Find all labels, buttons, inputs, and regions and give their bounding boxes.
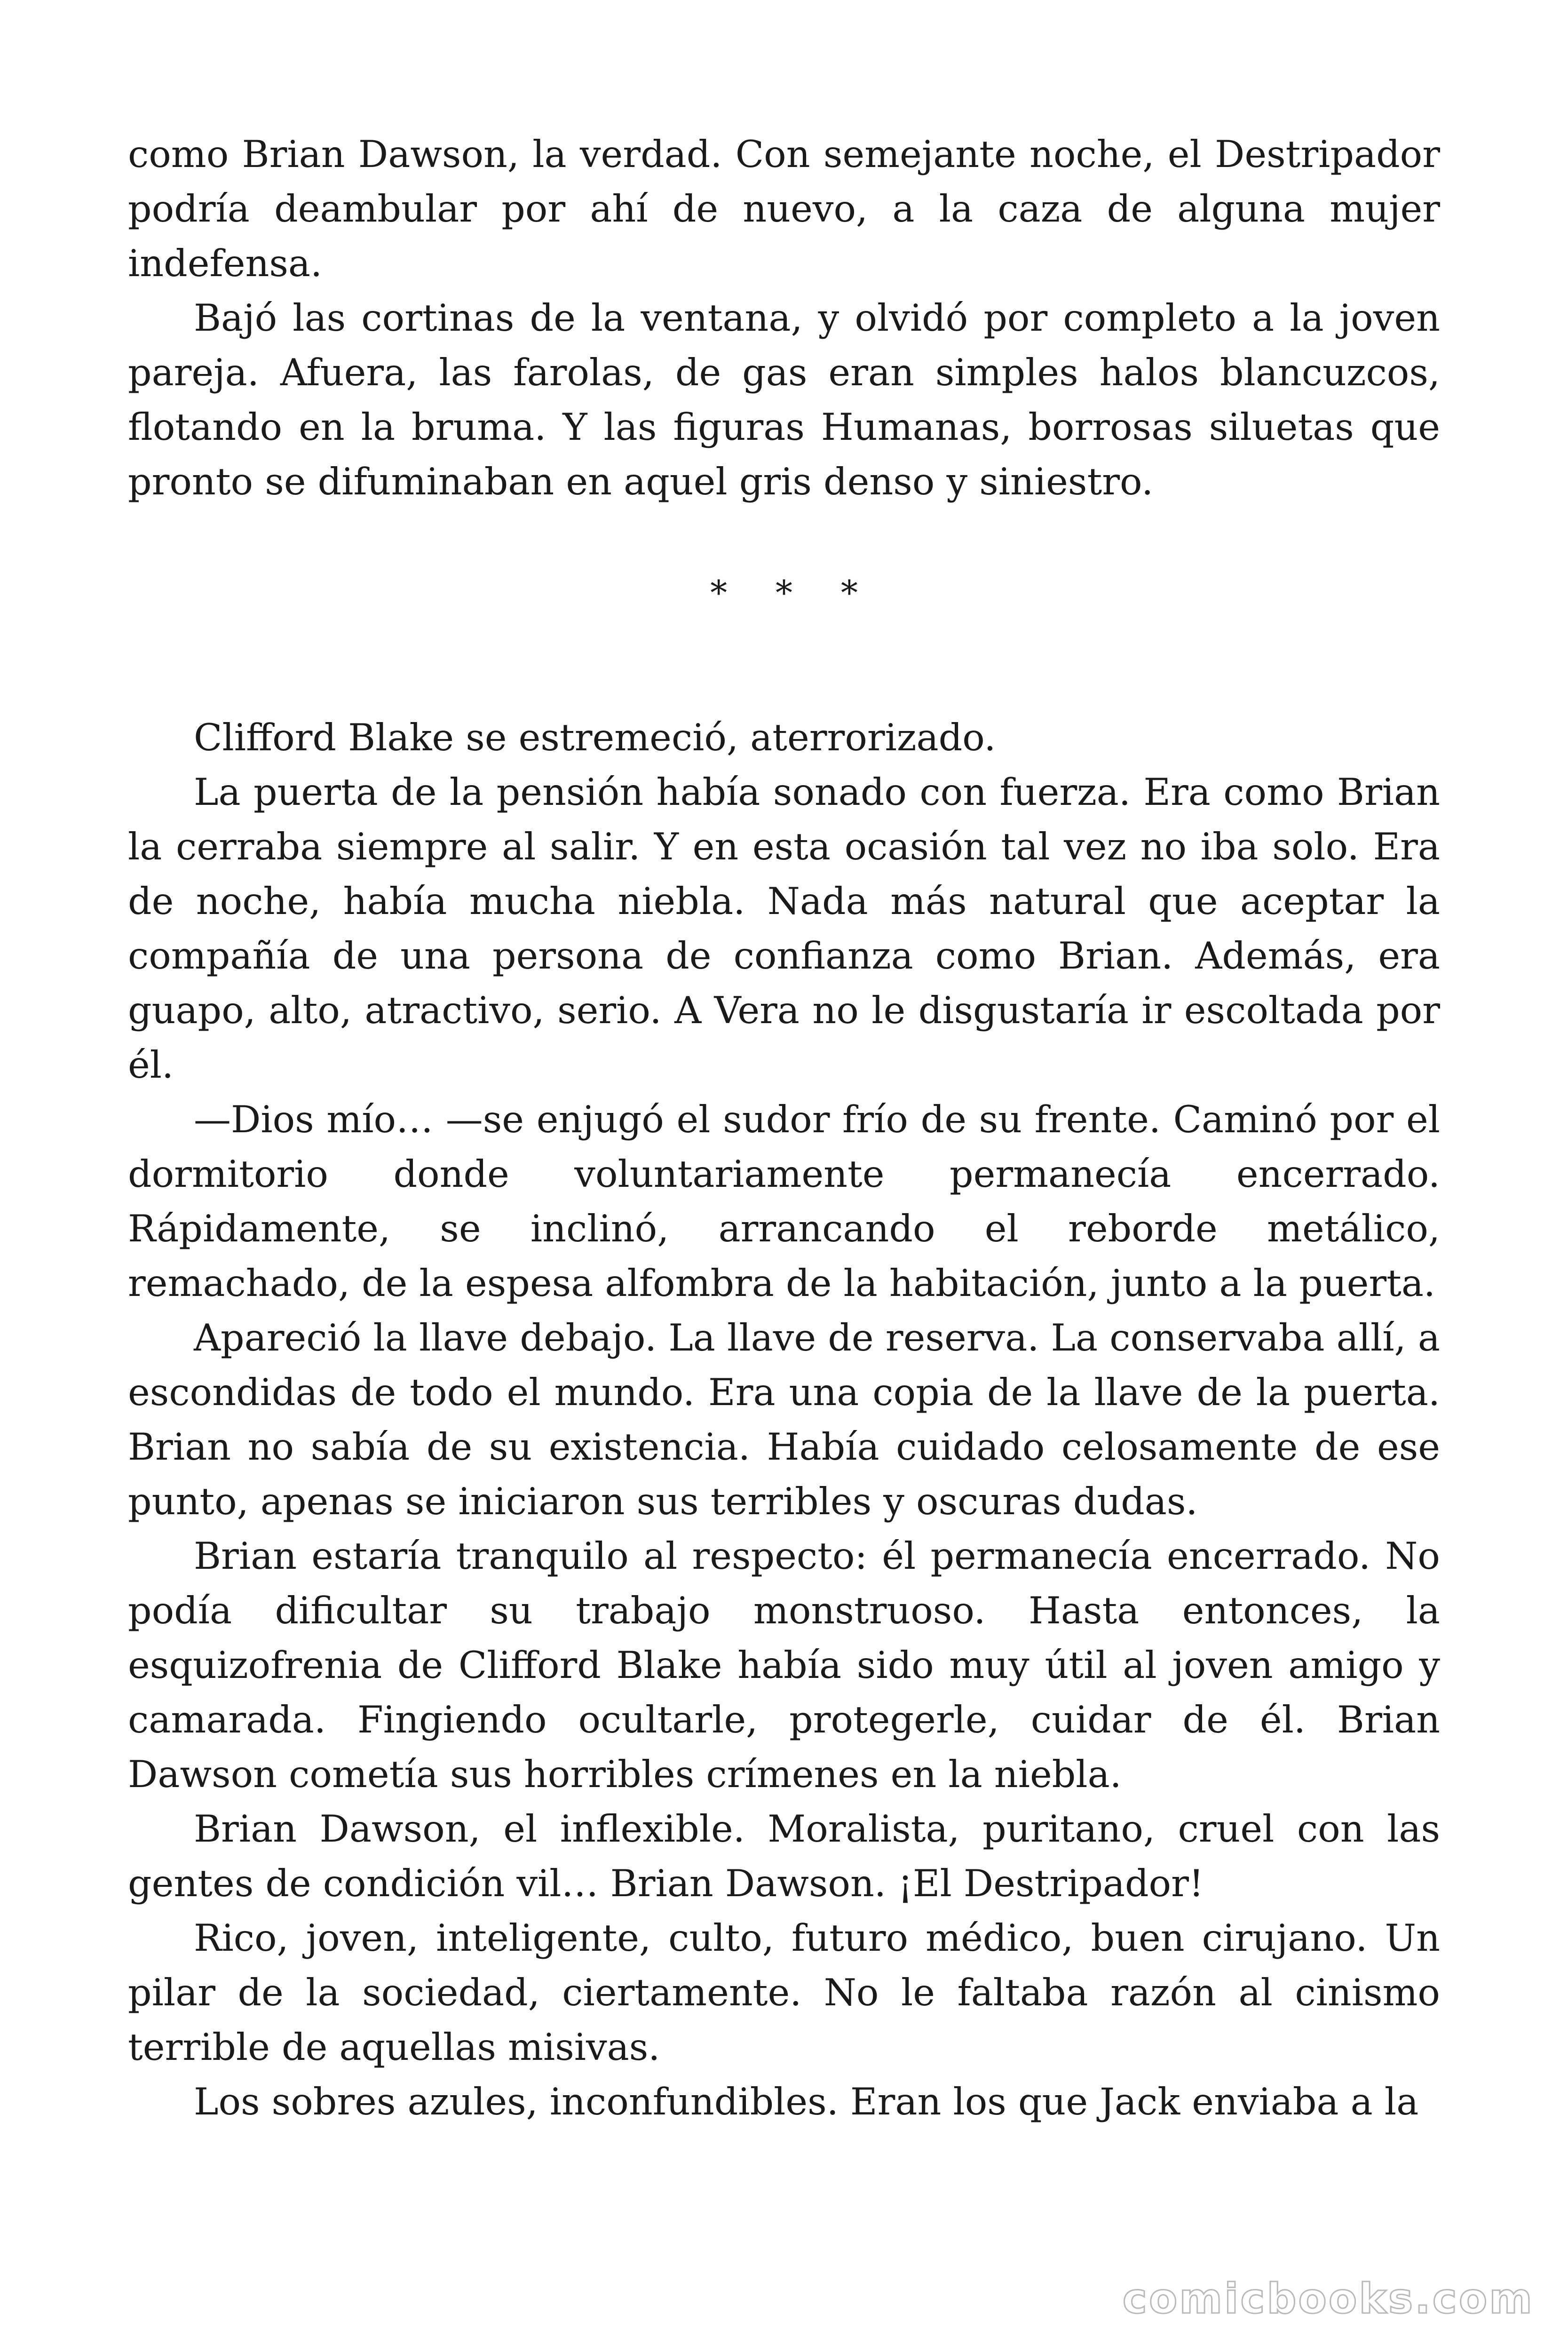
watermark: comicbooks.com: [1122, 2274, 1534, 2323]
paragraph: Rico, joven, inteligente, culto, futuro médico, buen cirujano. Un pilar de la sociedad, ciertamente. No le faltaba razón al cinismo terrible de aquellas misivas.: [128, 1916, 1440, 2069]
paragraph: La puerta de la pensión había sonado con fuerza. Era como Brian la cerraba siempre al salir. Y en esta ocasión tal vez no iba solo. Era de noche, había mucha niebla. Nada más natural que aceptar la compañía de una persona de confianza como Brian. Además, era guapo, alto, atractivo, serio. A Vera no le disgustaría ir escoltada por él.: [128, 771, 1440, 1087]
paragraph: Brian estaría tranquilo al respecto: él permanecía encerrado. No podía dificultar su trabajo monstruoso. Hasta entonces, la esquizofrenia de Clifford Blake había sido muy útil al joven amigo y camarada. Fingiendo ocultarle, protegerle, cuidar de él. Brian Dawson cometía sus horribles crímenes en la niebla.: [128, 1534, 1440, 1796]
paragraph: —Dios mío… —se enjugó el sudor frío de su frente. Caminó por el dormitorio donde voluntariamente permanecía encerrado. Rápidamente, se inclinó, arrancando el reborde metálico, remachado, de la espesa alfombra de la habitación, junto a la puerta.: [128, 1098, 1440, 1305]
paragraph: Brian Dawson, el inflexible. Moralista, puritano, cruel con las gentes de condición vil… Brian Dawson. ¡El Destripador!: [128, 1807, 1440, 1905]
paragraph: Apareció la llave debajo. La llave de reserva. La conservaba allí, a escondidas de todo el mundo. Era una copia de la llave de la puerta. Brian no sabía de su existencia. Había cuidado celosamente de ese punto, apenas se iniciaron sus terribles y oscuras dudas.: [128, 1316, 1440, 1523]
book-page: [128, 127, 1440, 2129]
paragraph-continuation: como Brian Dawson, la verdad. Con semejante noche, el Destripador podría deambular por ahí de nuevo, a la caza de alguna mujer indefensa.: [128, 133, 1440, 285]
paragraph: Bajó las cortinas de la ventana, y olvidó por completo a la joven pareja. Afuera, las farolas, de gas eran simples halos blancuzcos, flotando en la bruma. Y las figuras Humanas, borrosas siluetas que pronto se difuminaban en aquel gris denso y siniestro.: [128, 296, 1440, 503]
paragraph: Los sobres azules, inconfundibles. Eran los que Jack enviaba a la: [194, 2080, 1419, 2123]
section-break: * * *: [710, 573, 877, 612]
paragraph: Clifford Blake se estremeció, aterrorizado.: [194, 716, 996, 759]
